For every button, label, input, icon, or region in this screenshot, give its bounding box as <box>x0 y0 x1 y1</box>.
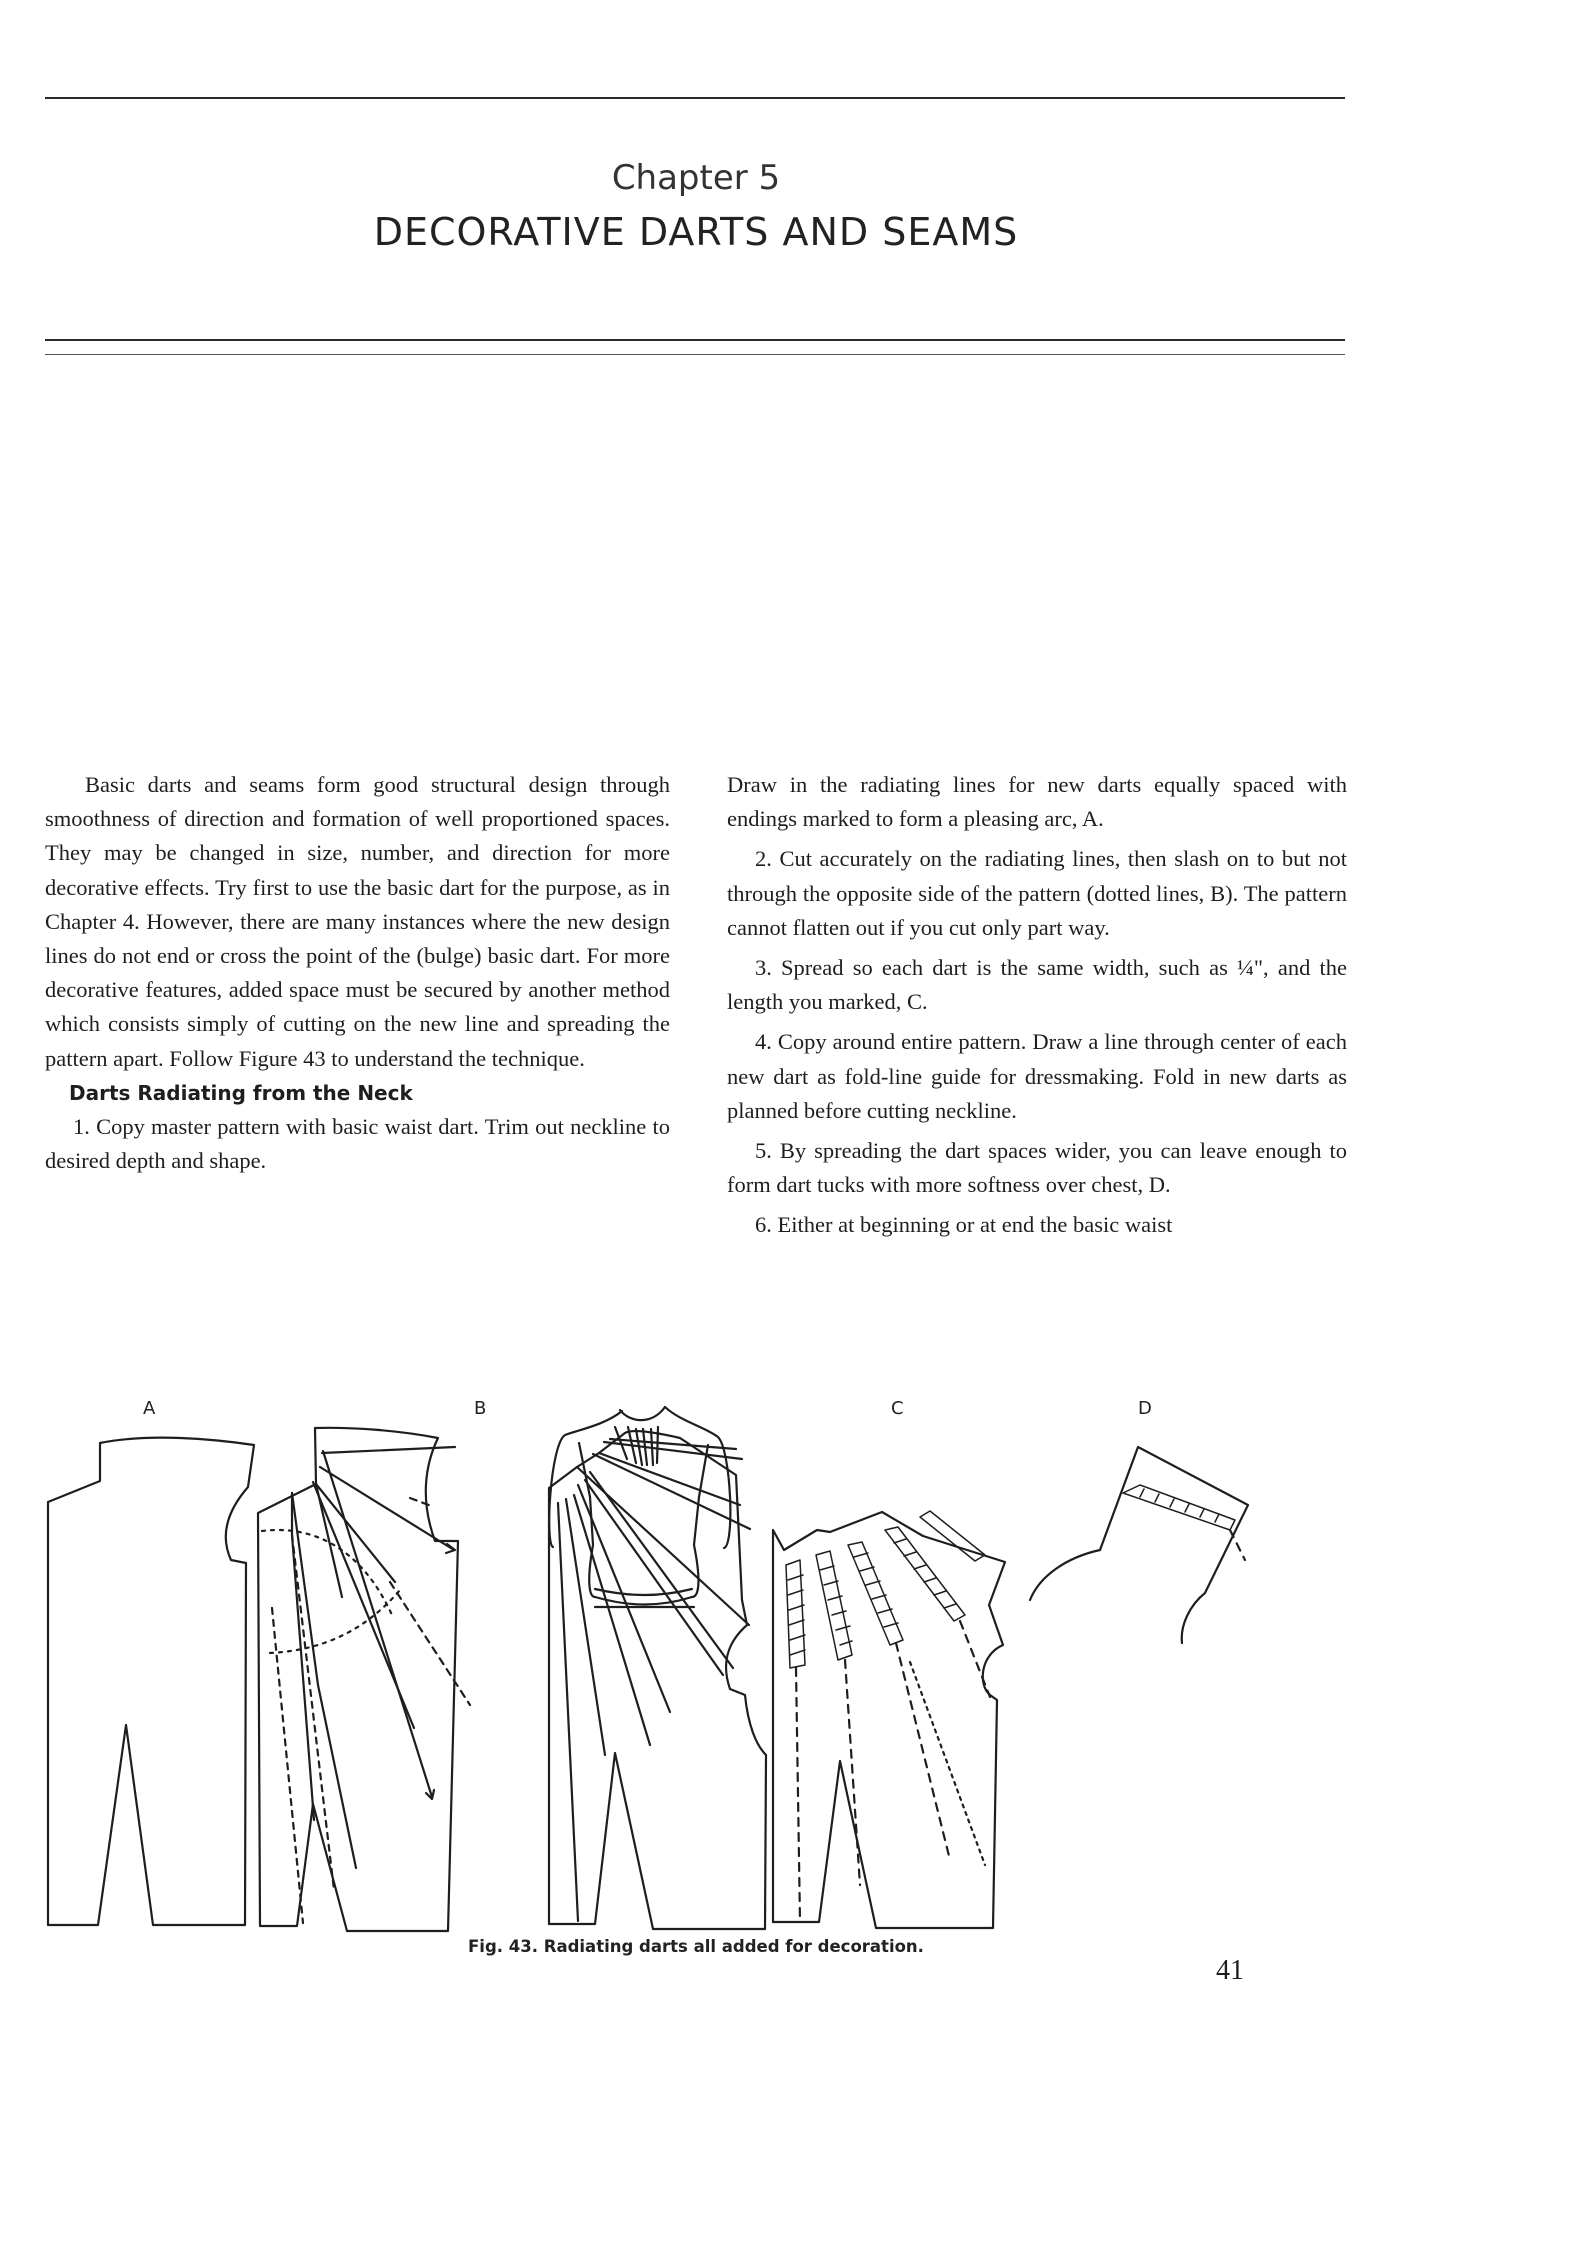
step-2-paragraph: 2. Cut accurately on the radiating lines, then slash on to but not through the opposite side of the pattern (dotted lines, B). The pattern cannot flatten out if you cut only part way. <box>727 846 1347 940</box>
figure-caption: Fig. 43. Radiating darts all added for decoration. <box>468 1937 924 1956</box>
right-column <box>727 768 1347 1243</box>
step-1-paragraph: 1. Copy master pattern with basic waist dart. Trim out neckline to desired depth and shape. <box>45 1114 670 1174</box>
pattern-d <box>773 1447 1248 1928</box>
step-3-paragraph: 3. Spread so each dart is the same width, such as ¼", and the length you marked, C. <box>727 955 1347 1015</box>
header-rule-top <box>45 97 1345 99</box>
left-column <box>45 768 670 1178</box>
figure-43 <box>30 1385 1370 1940</box>
step-6-paragraph: 6. Either at beginning or at end the basic waist <box>755 1212 1173 1238</box>
figure-label-d: D <box>1138 1398 1152 1419</box>
pattern-c <box>549 1431 766 1929</box>
pattern-b <box>258 1428 470 1931</box>
figure-43-drawing <box>30 1385 1370 1940</box>
step-5-paragraph: 5. By spreading the dart spaces wider, you can leave enough to form dart tucks with more softness over chest, D. <box>727 1138 1347 1198</box>
figure-label-a: A <box>143 1398 156 1419</box>
step-1-continued: Draw in the radiating lines for new darts equally spaced with endings marked to form a pleasing arc, A. <box>727 772 1347 832</box>
figure-label-b: B <box>474 1398 487 1419</box>
figure-label-c: C <box>891 1398 904 1419</box>
header-rule-bottom-thin <box>45 354 1345 355</box>
chapter-title: DECORATIVE DARTS AND SEAMS <box>373 210 1019 254</box>
header-rule-bottom <box>45 339 1345 341</box>
intro-paragraph: Basic darts and seams form good structural design through smoothness of direction and formation of well proportioned spaces. They may be changed in size, number, and direction for more decorative effects. Try first to use the basic dart for the purpose, as in Chapter 4. However, there are many instances where the new design lines do not end or cross the point of the (bulge) basic dart. For more decorative features, added space must be secured by another method which consists simply of cutting on the new line and spreading the pattern apart. Follow Figure 43 to understand the technique. <box>45 772 670 1071</box>
pattern-a <box>48 1438 254 1925</box>
page-number: 41 <box>1216 1955 1244 1986</box>
chapter-label: Chapter 5 <box>611 158 781 198</box>
step-4-paragraph: 4. Copy around entire pattern. Draw a line through center of each new dart as fold-line guide for dressmaking. Fold in new darts as planned before cutting neckline. <box>727 1029 1347 1123</box>
section-subheading: Darts Radiating from the Neck <box>69 1080 413 1105</box>
